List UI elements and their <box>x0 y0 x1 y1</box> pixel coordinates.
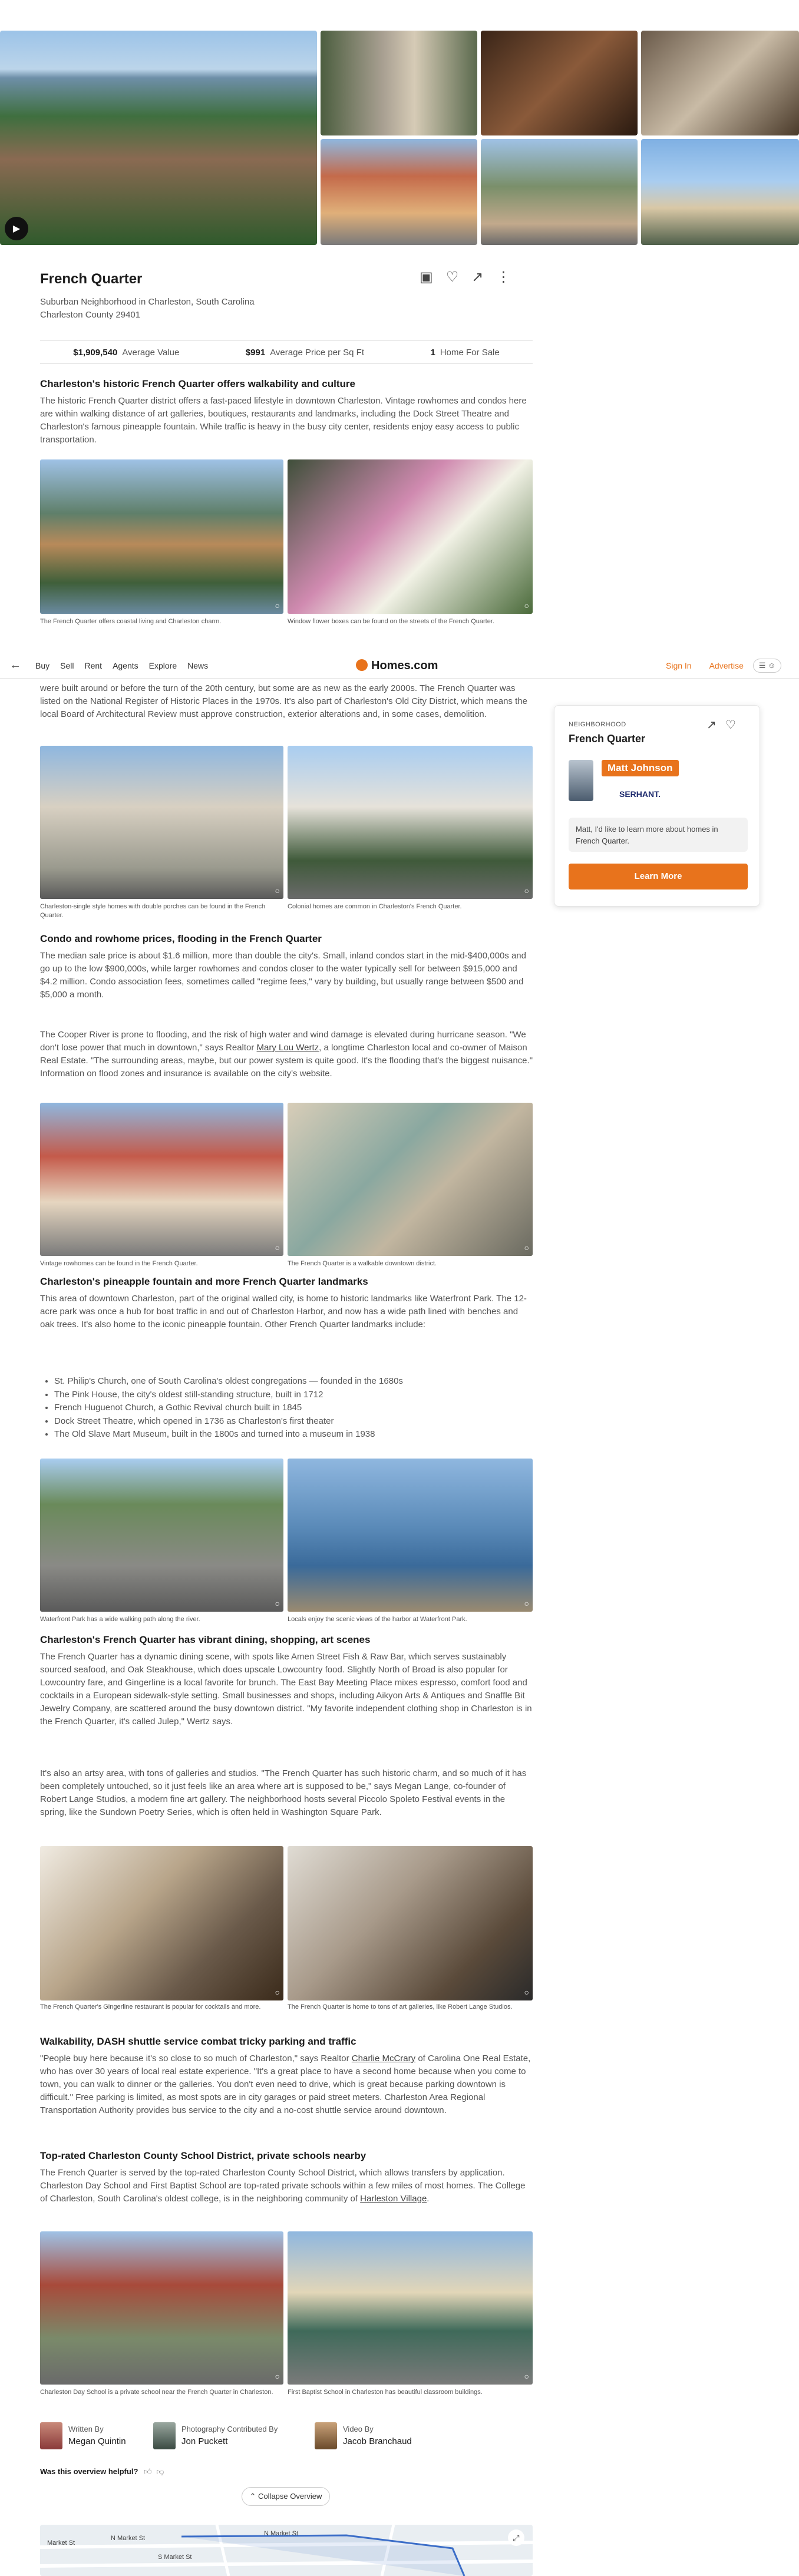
zoom-icon[interactable]: ○ <box>275 1599 280 1608</box>
photo-caption: Locals enjoy the scenic views of the harbor at Waterfront Park. <box>288 1616 467 1623</box>
photo-waterfront-path[interactable] <box>40 1459 283 1612</box>
map-street-label: S Market St <box>158 2554 192 2561</box>
contributor-photographer[interactable] <box>153 2421 306 2451</box>
hero-photo-steeple[interactable] <box>641 139 799 245</box>
photo-caption: The French Quarter is home to tons of art galleries, like Robert Lange Studios. <box>288 2003 513 2010</box>
heart-icon[interactable]: ♡ <box>445 269 459 285</box>
sign-in-link[interactable]: Sign In <box>666 661 692 670</box>
photo-caption: Colonial homes are common in Charleston's French Quarter. <box>288 903 462 910</box>
section-paragraph: The Cooper River is prone to flooding, and the risk of high water and wind damage is elevated during hurricane season. "We don't lose power that much in downtown," says Realtor Mary Lou Wertz, a longtime Charleston local and co-owner of Maison Real Estate. "The surrounding areas, maybe, but our power system is quite good. It's the flooding that's the biggest nuisance." Information on flood zones and insurance is available on the city's website. <box>40 1030 533 1079</box>
main-nav <box>35 661 208 670</box>
photo-walkable-district[interactable] <box>288 1103 533 1256</box>
nav-sell[interactable]: Sell <box>60 661 74 670</box>
list-item: • Dock Street Theatre, which opened in 1736 as Charleston's first theater <box>54 1415 526 1428</box>
zoom-icon[interactable]: ○ <box>275 2372 280 2381</box>
hero-photo-restaurant[interactable] <box>481 31 638 135</box>
zoom-icon[interactable]: ○ <box>524 886 529 895</box>
avatar <box>315 2422 337 2449</box>
section-paragraph: The French Quarter is served by the top-rated Charleston County School District, which allows transfers by application. Charleston Day School and First Baptist School are top-rated private schools within a few miles of most homes. The College of Charleston, South Carolina's oldest college, is in the neighboring community of Harleston Village. <box>40 2168 526 2204</box>
section-heading: Charleston's pineapple fountain and more French Quarter landmarks <box>40 1276 368 1287</box>
hero-photo-gallery[interactable] <box>641 31 799 135</box>
section-paragraph: "People buy here because it's so close to so much of Charleston," says Realtor Charlie McCrary of Carolina One Real Estate, who has over 30 years of local real estate experience. "It's a great place to have a second home because when you come to town, you can walk to dinner or the galleries. You don't even need to drive, which is great because parking downtown is difficult." Free parking is limited, as most spots are in city garages or paid street meters. Charleston Area Regional Transportation Authority provides bus service to the city and a no-cost shuttle service around downtown. <box>40 2053 531 2115</box>
nav-agents[interactable]: Agents <box>113 661 138 670</box>
section-paragraph: The median sale price is about $1.6 million, more than double the city's. Small, inland condos start in the mid-$400,000s and go up to the low $900,000s, while larger rowhomes and condos closer to the water typically sell for between $915,000 and $4.2 million. Condo association fees, sometimes called "regime fees," vary by building, but usually range between $500 and $5,000 a month. <box>40 951 526 1000</box>
section-heading: Charleston's French Quarter has vibrant dining, shopping, art scenes <box>40 1634 371 1645</box>
sticky-nav-bar <box>0 653 799 679</box>
photo-caption: The French Quarter is a walkable downtown district. <box>288 1260 437 1267</box>
nav-news[interactable]: News <box>187 661 209 670</box>
list-item: • St. Philip's Church, one of South Carolina's oldest congregations — founded in the 1680s <box>54 1375 526 1388</box>
neighborhood-agent-card <box>554 705 760 907</box>
section-paragraph: were built around or before the turn of the 20th century, but some are as new as the early 2000s. The French Quarter was listed on the National Register of Historic Places in the 1970s. It's also part of Charleston's Old City District, which means the local Board of Architectural Review must approve construction, exterior alterations and, in some cases, demolition. <box>40 683 527 719</box>
agent-link[interactable]: Charlie McCrary <box>351 2053 416 2064</box>
photo-caption: Charleston Day School is a private school near the French Quarter in Charleston. <box>40 2389 273 2396</box>
hero-photo-square[interactable] <box>481 139 638 245</box>
section-heading: Charleston's historic French Quarter offers walkability and culture <box>40 378 355 389</box>
photo-caption: Vintage rowhomes can be found in the French Quarter. <box>40 1260 198 1267</box>
thumbs-down-icon[interactable]: 👎︎ <box>156 2467 164 2476</box>
zoom-icon[interactable]: ○ <box>524 1599 529 1608</box>
subtitle-neighborhood-type: Suburban Neighborhood in Charleston, South Carolina <box>40 297 255 307</box>
map-canvas <box>40 2525 533 2576</box>
section-paragraph: The French Quarter has a dynamic dining scene, with spots like Amen Street Fish & Raw Bar, which serves sustainably sourced seafood, and Oak Steakhouse, which does upscale Lowcountry food. Slightly North of Broad is also popular for Lowcountry fare, and Gingerline is a local favorite for brunch. The East Bay Meeting Place mixes espresso, comfort food and cocktails in a European sidewalk-style setting. Small businesses and shops, including Aikyon Arts & Antiques and Snaffle Bit Jewelry Company, are scattered around the busy downtown district. "My favorite independent clothing shop in Charleston is in the French Quarter, it's called Julep," Wertz says. <box>40 1652 532 1727</box>
section-heading: Condo and rowhome prices, flooding in the French Quarter <box>40 933 322 944</box>
photo-caption: The French Quarter offers coastal living and Charleston charm. <box>40 618 222 625</box>
list-item: • French Huguenot Church, a Gothic Revival church built in 1845 <box>54 1401 526 1415</box>
photo-harbor-views[interactable] <box>288 1459 533 1612</box>
list-item: • The Pink House, the city's oldest still-standing structure, built in 1712 <box>54 1388 526 1402</box>
contributor-role: Written By <box>68 2425 104 2433</box>
avatar <box>153 2422 176 2449</box>
photo-colonial-homes[interactable] <box>288 746 533 899</box>
zoom-icon[interactable]: ○ <box>524 2372 529 2381</box>
subtitle-county: Charleston County 29401 <box>40 310 141 320</box>
photo-art-gallery[interactable] <box>288 1846 533 2000</box>
play-video-button[interactable]: ▶ <box>5 217 28 240</box>
logo-icon <box>356 659 368 671</box>
photo-vintage-rowhomes[interactable] <box>40 1103 283 1256</box>
avatar <box>40 2422 62 2449</box>
hero-photo-aerial[interactable] <box>0 31 317 245</box>
map-street-label: Market St <box>47 2539 75 2547</box>
zoom-icon[interactable]: ○ <box>275 601 280 610</box>
photo-gingerline-restaurant[interactable] <box>40 1846 283 2000</box>
agent-avatar[interactable] <box>569 760 593 801</box>
photo-caption: Window flower boxes can be found on the streets of the French Quarter. <box>288 618 494 625</box>
list-item: • The Old Slave Mart Museum, built in the 1800s and turned into a museum in 1938 <box>54 1428 526 1441</box>
contributor-name: Megan Quintin <box>68 2436 126 2446</box>
agent-brokerage: SERHANT. <box>619 789 661 799</box>
stat-average-value: $1,909,540 Average Value <box>73 347 180 358</box>
map-street-label: N Market St <box>264 2530 299 2537</box>
page-title: French Quarter <box>40 271 143 287</box>
photo-caption: Waterfront Park has a wide walking path along the river. <box>40 1616 200 1623</box>
share-icon[interactable]: ↗ <box>706 719 717 732</box>
contributor-writer[interactable] <box>40 2421 158 2451</box>
nav-rent[interactable]: Rent <box>84 661 103 670</box>
photo-coastal[interactable] <box>40 459 283 614</box>
agent-link[interactable]: Mary Lou Wertz <box>256 1043 319 1053</box>
message-field[interactable]: Matt, I'd like to learn more about homes in French Quarter. <box>569 818 748 852</box>
card-neighborhood-name: French Quarter <box>569 733 646 745</box>
photo-caption: First Baptist School in Charleston has beautiful classroom buildings. <box>288 2389 483 2396</box>
stat-price-per-sqft: $991 Average Price per Sq Ft <box>245 347 365 358</box>
section-heading: Walkability, DASH shuttle service combat tricky parking and traffic <box>40 2036 356 2047</box>
nav-right <box>666 661 744 670</box>
menu-button[interactable]: ☰ ☺ <box>753 659 781 673</box>
hero-photo-street[interactable] <box>321 31 477 135</box>
back-arrow-icon[interactable]: ← <box>9 659 21 672</box>
thumbs-up-icon[interactable]: 👍︎ <box>144 2467 152 2476</box>
hero-photo-rowhomes[interactable] <box>321 139 477 245</box>
photo-single-homes[interactable] <box>40 746 283 899</box>
share-icon[interactable]: ↗ <box>471 269 484 285</box>
photo-caption: Charleston-single style homes with double porches can be found in the French Quarter. <box>40 903 266 919</box>
zoom-icon[interactable]: ○ <box>524 601 529 610</box>
zoom-icon[interactable]: ○ <box>275 1243 280 1252</box>
neighborhood-map[interactable] <box>40 2525 533 2576</box>
stat-homes-for-sale[interactable]: 1 Home For Sale <box>430 347 500 358</box>
virtual-tour-icon[interactable]: ▣ <box>420 269 433 285</box>
learn-more-button[interactable]: Learn More <box>569 864 748 889</box>
contributor-role: Video By <box>343 2425 374 2433</box>
contributors <box>40 2421 533 2451</box>
photo-first-baptist-school[interactable] <box>288 2231 533 2385</box>
section-paragraph: This area of downtown Charleston, part of the original walled city, is home to historic landmarks like Waterfront Park. The 12-acre park was once a hub for boat traffic in and out of Charleston Harbor, and now has a wide path lined with benches and oak trees. It's also home to the iconic pineapple fountain. Other French Quarter landmarks include: <box>40 1294 527 1330</box>
landmarks-list <box>54 1375 526 1441</box>
zoom-icon[interactable]: ○ <box>275 886 280 895</box>
contributor-name: Jon Puckett <box>181 2436 228 2446</box>
nav-explore[interactable]: Explore <box>148 661 177 670</box>
photo-gallery[interactable] <box>0 31 799 245</box>
homes-logo[interactable]: Homes.com <box>356 659 438 673</box>
section-heading: Top-rated Charleston County School District, private schools nearby <box>40 2150 367 2161</box>
neighborhood-link[interactable]: Harleston Village <box>360 2194 427 2204</box>
zoom-icon[interactable]: ○ <box>524 1988 529 1997</box>
contributor-role: Photography Contributed By <box>181 2425 278 2433</box>
zoom-icon[interactable]: ○ <box>275 1988 280 1997</box>
photo-caption: The French Quarter's Gingerline restaurant is popular for cocktails and more. <box>40 2003 261 2010</box>
photo-flower-boxes[interactable] <box>288 459 533 614</box>
card-label: NEIGHBORHOOD <box>569 721 626 728</box>
contributor-name: Jacob Branchaud <box>343 2436 412 2446</box>
stats-bar <box>40 340 533 364</box>
title-actions <box>420 269 510 286</box>
feedback-prompt: Was this overview helpful? 👍︎ 👎︎ <box>40 2467 164 2476</box>
fullscreen-map-button[interactable]: ⤢ <box>508 2529 524 2546</box>
photo-charleston-day-school[interactable] <box>40 2231 283 2385</box>
heart-icon[interactable]: ♡ <box>725 719 736 732</box>
collapse-overview-button[interactable]: ⌃ Collapse Overview <box>242 2487 330 2506</box>
map-street-label: N Market St <box>111 2535 146 2542</box>
zoom-icon[interactable]: ○ <box>524 1243 529 1252</box>
section-paragraph: The historic French Quarter district offers a fast-paced lifestyle in downtown Charleston. Vintage rowhomes and condos here are within walking distance of art galleries, boutiques, restaurants and landmarks, including the Dock Street Theatre and Charleston's famous pineapple fountain. While traffic is heavy in the busy city center, residents enjoy easy access to public transportation. <box>40 396 527 445</box>
nav-buy[interactable]: Buy <box>35 661 50 670</box>
advertise-link[interactable]: Advertise <box>709 661 744 670</box>
more-dots-icon[interactable]: ⋮ <box>496 269 511 285</box>
contributor-videographer[interactable] <box>315 2421 444 2451</box>
agent-name[interactable]: Matt Johnson <box>602 760 679 776</box>
section-paragraph: It's also an artsy area, with tons of galleries and studios. "The French Quarter has such historic charm, and so much of it has been completely untouched, so it just feels like an area where art is supposed to be," says Megan Lange, co-founder of Robert Lange Studios, a modern fine art gallery. The neighborhood hosts several Piccolo Spoleto Festival events in the spring, like the Sundown Poetry Series, which is often held in Washington Square Park. <box>40 1768 527 1817</box>
